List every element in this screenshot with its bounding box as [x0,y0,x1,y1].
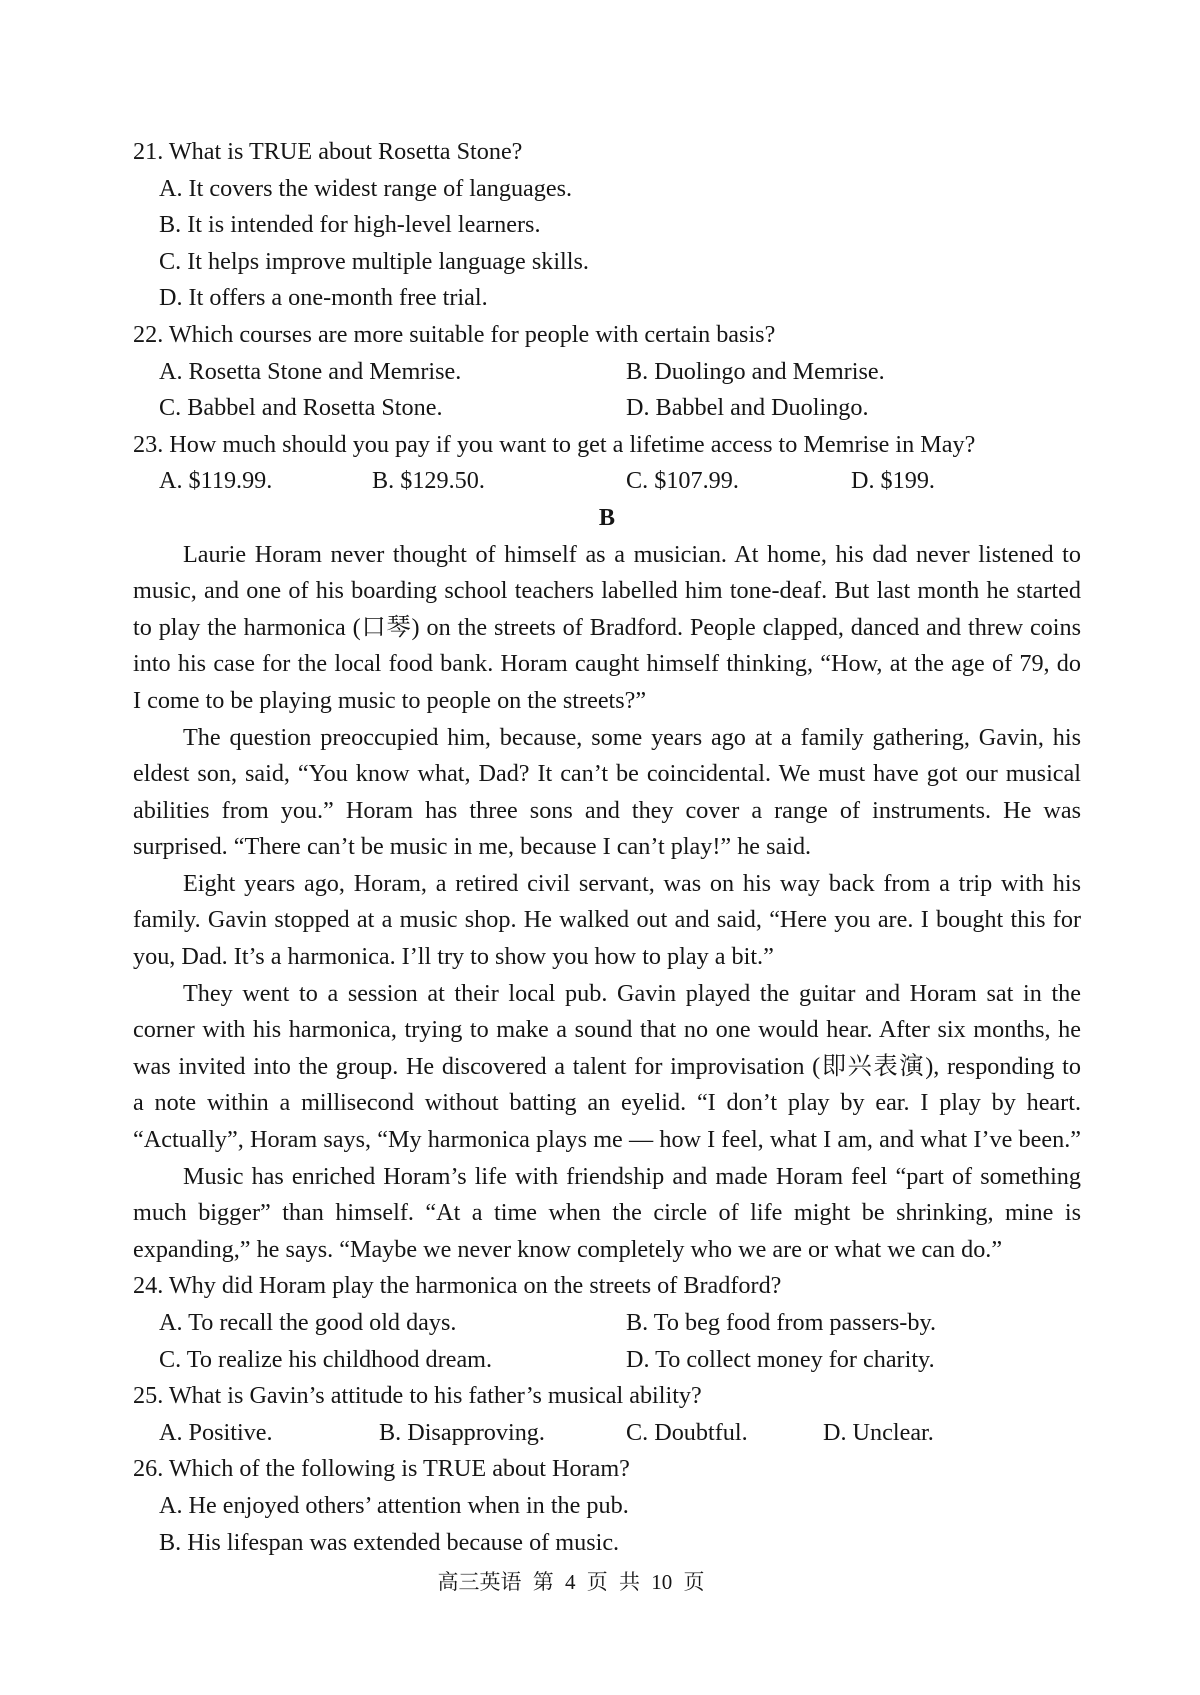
option-a: A. Positive. [159,1418,273,1446]
paragraph-line: They went to a session at their local pub. Gavin played the guitar and Horam sat in the [183,979,1081,1007]
question-25 [133,1378,1081,1451]
question-stem: 25. What is Gavin’s attitude to his father’s musical ability? [133,1382,702,1410]
option-b: B. Duolingo and Memrise. [626,357,885,385]
paragraph-line: you, Dad. It’s a harmonica. I’ll try to show you how to play a bit.” [133,943,774,971]
question-24 [133,1268,1081,1378]
section-heading: B [598,503,616,531]
option-d: D. Unclear. [823,1418,934,1446]
paragraph-line: I come to be playing music to people on the streets?” [133,686,647,714]
option-row [133,354,1081,391]
question-23 [133,427,1081,500]
paragraph-line: eldest son, said, “You know what, Dad? It can’t be coincidental. We must have got our musical [133,760,1081,788]
option-b: B. His lifespan was extended because of music. [159,1528,620,1556]
option-a: A. $119.99. [159,467,273,495]
paragraph-line: much bigger” than himself. “At a time when the circle of life might be shrinking, mine is [133,1199,1081,1227]
paragraph-line: Music has enriched Horam’s life with friendship and made Horam feel “part of something [183,1162,1081,1190]
passage-paragraph [133,866,1081,976]
option-a: A. Rosetta Stone and Memrise. [159,357,462,385]
question-stem: 23. How much should you pay if you want to get a lifetime access to Memrise in May? [133,430,976,458]
passage-paragraph [133,1159,1081,1269]
paragraph-line: abilities from you.” Horam has three sons and they cover a range of instruments. He was [133,796,1081,824]
paragraph-line: to play the harmonica (口琴) on the streets of Bradford. People clapped, danced and threw coins [133,613,1081,641]
passage-b [133,500,1081,1268]
option-row [133,1342,1081,1379]
page-content [133,134,1081,1561]
option-row [133,390,1081,427]
option-row [133,463,1081,500]
option-b: B. To beg food from passers-by. [626,1309,937,1336]
option-a: A. He enjoyed others’ attention when in the pub. [159,1491,629,1519]
option-d: D. Babbel and Duolingo. [626,394,869,422]
question-stem: 22. Which courses are more suitable for people with certain basis? [133,320,776,348]
option-b: B. Disapproving. [379,1418,545,1446]
option-c: C. It helps improve multiple language skills. [159,247,589,275]
option-a: A. It covers the widest range of languages. [159,174,573,202]
option-a: A. To recall the good old days. [159,1309,457,1336]
option-row [133,1305,1081,1342]
paragraph-line: was invited into the group. He discovered a talent for improvisation (即兴表演), responding to [133,1052,1081,1080]
question-21 [133,134,1081,317]
paragraph-line: The question preoccupied him, because, some years ago at a family gathering, Gavin, his [183,723,1081,751]
option-row [133,1415,1081,1452]
page-footer: 高三英语 第 4 页 共 10 页 [437,1570,705,1594]
passage-paragraph [133,537,1081,720]
paragraph-line: Eight years ago, Horam, a retired civil servant, was on his way back from a trip with his [183,869,1081,897]
option-b: B. $129.50. [372,467,485,495]
passage-paragraph [133,976,1081,1159]
paragraph-line: Laurie Horam never thought of himself as a musician. At home, his dad never listened to [183,540,1081,568]
option-c: C. Babbel and Rosetta Stone. [159,394,443,422]
paragraph-line: family. Gavin stopped at a music shop. He walked out and said, “Here you are. I bought this for [133,906,1081,934]
paragraph-line: corner with his harmonica, trying to make a sound that no one would hear. After six months, he [133,1016,1081,1044]
option-d: D. It offers a one-month free trial. [159,284,488,312]
paragraph-line: music, and one of his boarding school teachers labelled him tone-deaf. But last month he started [133,577,1081,605]
paragraph-line: into his case for the local food bank. Horam caught himself thinking, “How, at the age of 79, do [133,650,1081,678]
question-22 [133,317,1081,427]
question-stem: 24. Why did Horam play the harmonica on the streets of Bradford? [133,1272,782,1300]
option-c: C. To realize his childhood dream. [159,1345,493,1373]
option-b: B. It is intended for high-level learners. [159,211,541,239]
paragraph-line: expanding,” he says. “Maybe we never know completely who we are or what we can do.” [133,1235,1003,1263]
question-26 [133,1451,1081,1561]
option-c: C. Doubtful. [626,1418,748,1446]
question-stem: 21. What is TRUE about Rosetta Stone? [133,138,523,165]
option-c: C. $107.99. [626,467,739,495]
option-d: D. $199. [851,467,935,495]
question-stem: 26. Which of the following is TRUE about Horam? [133,1455,630,1483]
paragraph-line: a note within a millisecond without batting an eyelid. “I don’t play by ear. I play by heart. [133,1089,1081,1117]
option-d: D. To collect money for charity. [626,1345,935,1373]
passage-paragraph [133,720,1081,866]
paragraph-line: “Actually”, Horam says, “My harmonica plays me — how I feel, what I am, and what I’ve been.” [133,1126,1081,1154]
paragraph-line: surprised. “There can’t be music in me, because I can’t play!” he said. [133,833,812,861]
